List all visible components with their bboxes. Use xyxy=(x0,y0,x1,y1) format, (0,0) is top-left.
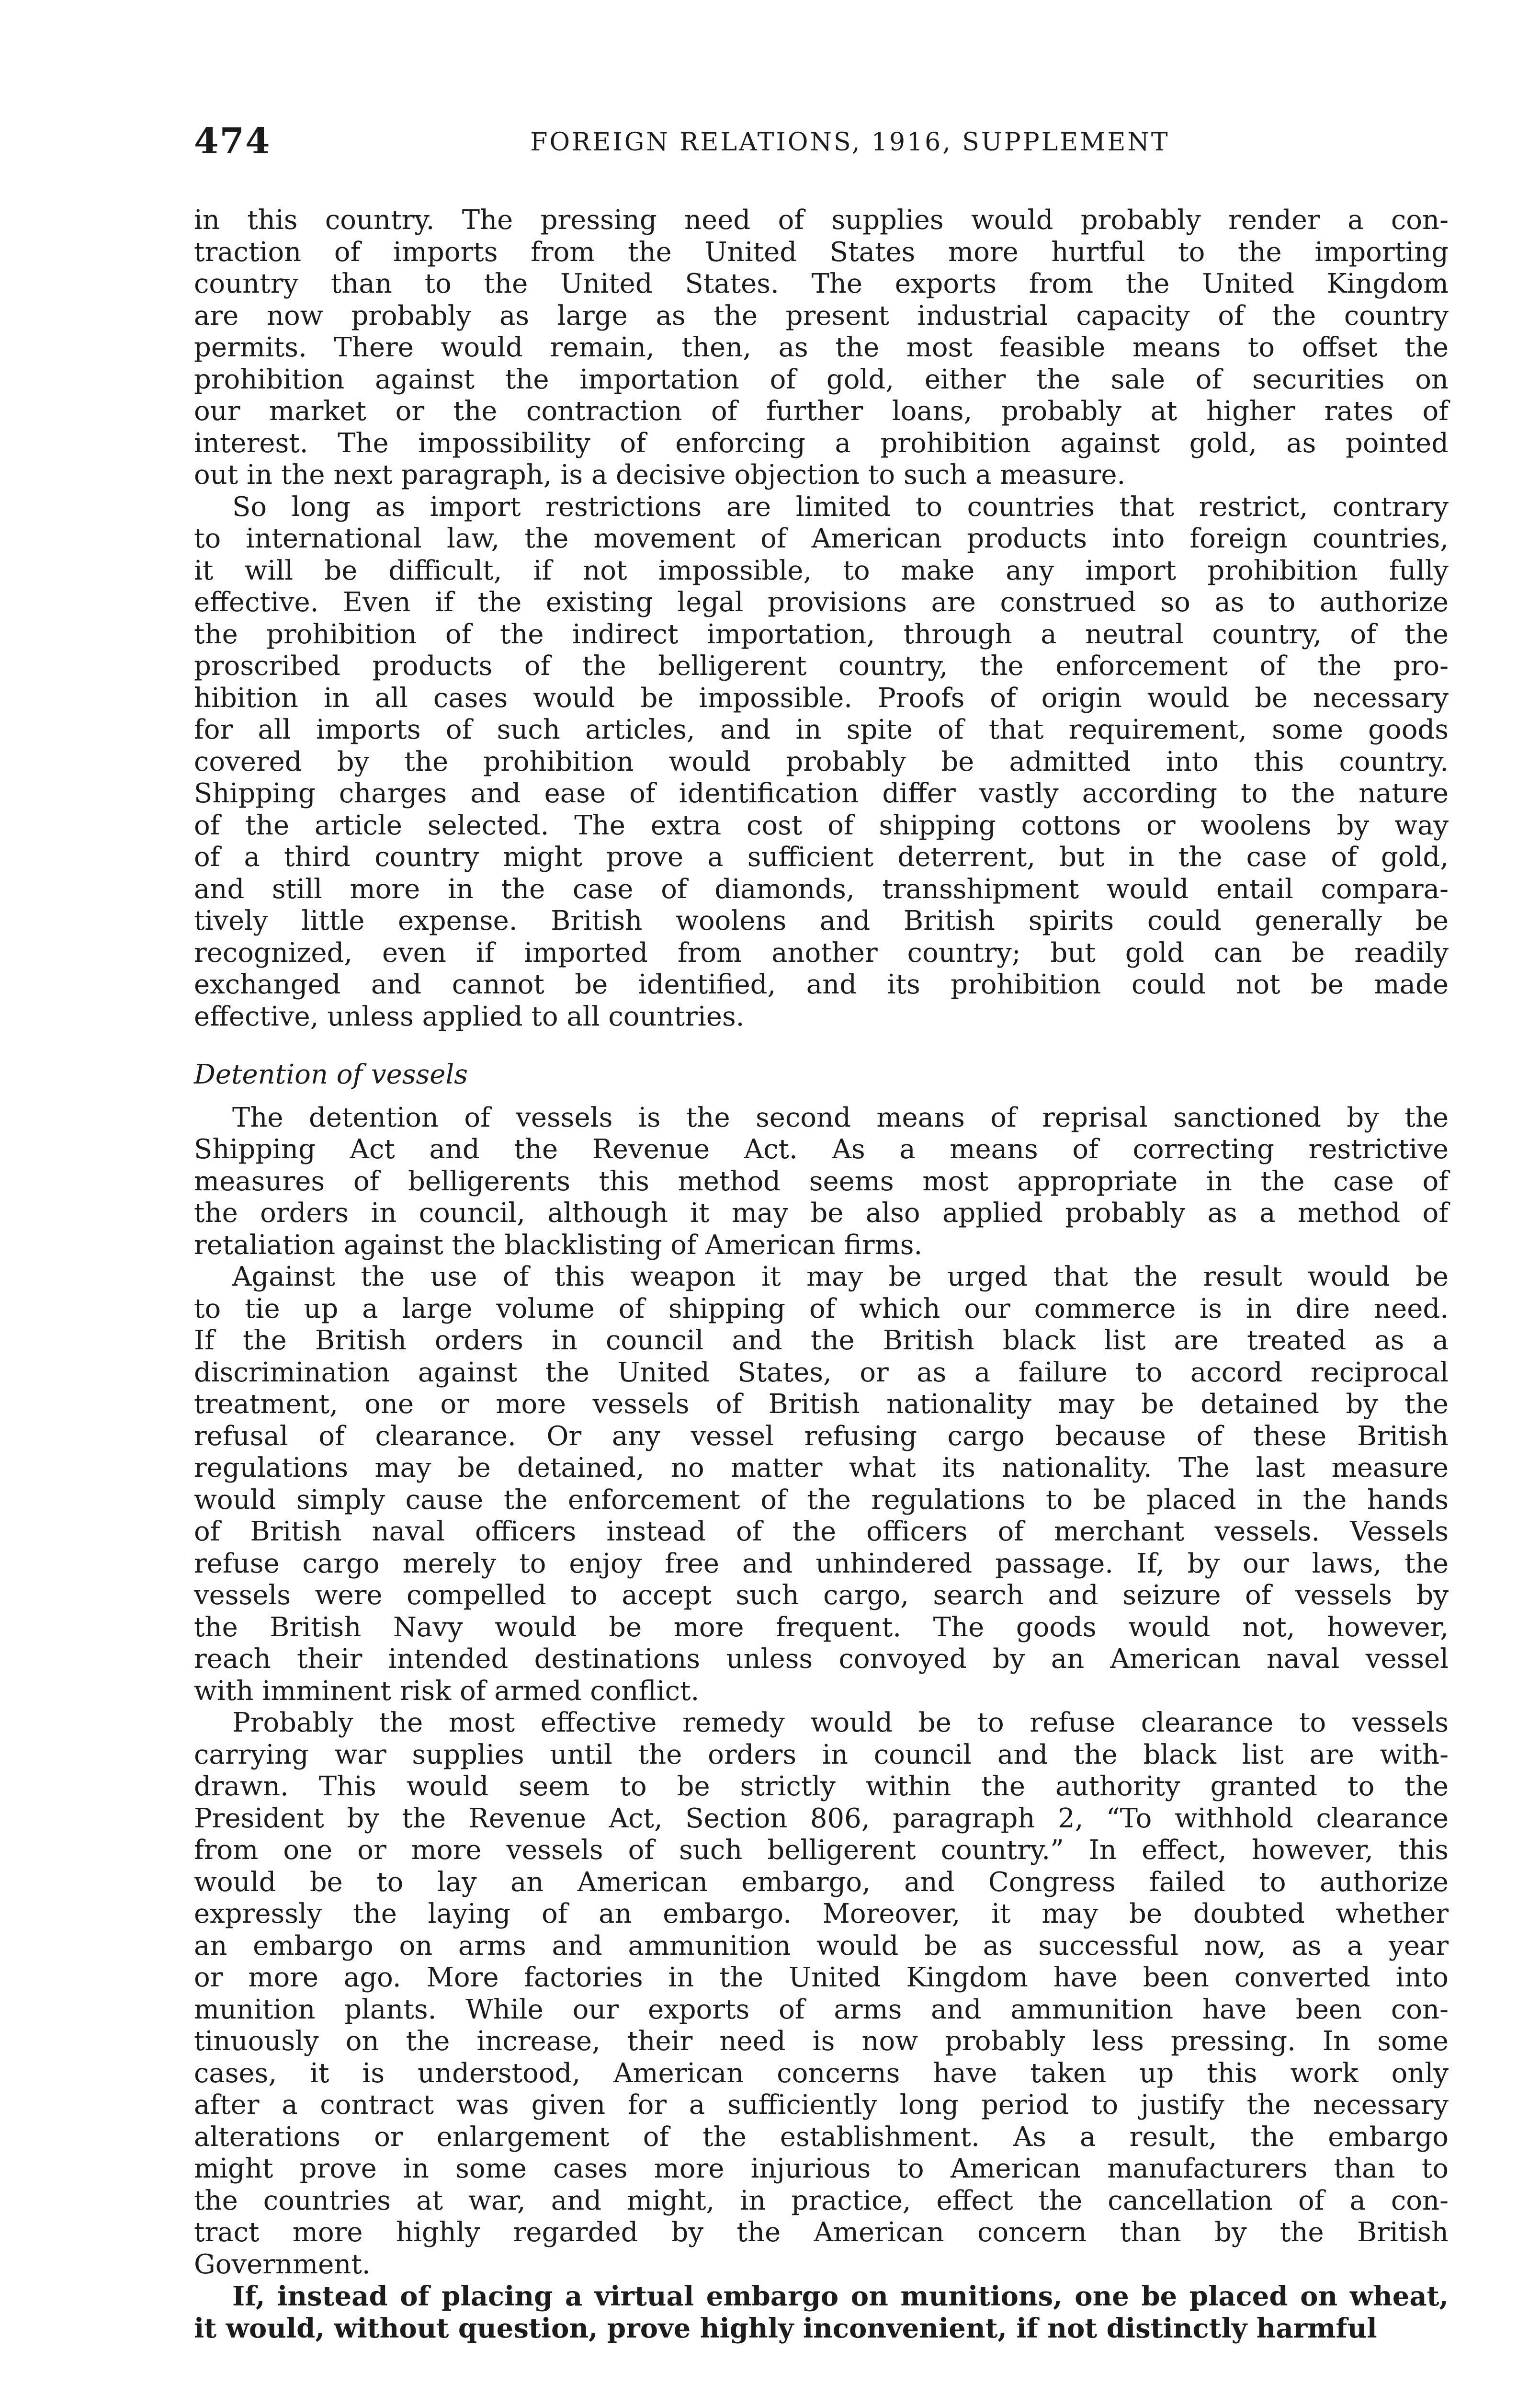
text-line: tract more highly regarded by the American concern than by the British xyxy=(194,2217,1449,2248)
text-line: hibition in all cases would be impossible. Proofs of origin would be necessary xyxy=(194,682,1449,714)
text-line: country than to the United States. The exports from the United Kingdom xyxy=(194,268,1449,299)
text-line: So long as import restrictions are limited to countries that restrict, contrary xyxy=(232,491,1449,523)
text-line: recognized, even if imported from another country; but gold can be readily xyxy=(194,937,1449,969)
text-line: Shipping charges and ease of identification differ vastly according to the nature xyxy=(194,778,1449,809)
text-line: vessels were compelled to accept such cargo, search and seizure of vessels by xyxy=(194,1580,1449,1611)
text-line: or more ago. More factories in the United Kingdom have been converted into xyxy=(194,1962,1449,1993)
text-line: exchanged and cannot be identified, and its prohibition could not be made xyxy=(194,969,1449,1000)
text-line: of British naval officers instead of the officers of merchant vessels. Vessels xyxy=(194,1516,1449,1547)
text-line: for all imports of such articles, and in spite of that requirement, some goods xyxy=(194,714,1449,745)
text-line: are now probably as large as the present industrial capacity of the country xyxy=(194,300,1449,331)
text-line: to tie up a large volume of shipping of which our commerce is in dire need. xyxy=(194,1293,1449,1324)
text-block-after-heading xyxy=(194,1102,1449,2345)
text-line: of the article selected. The extra cost of shipping cottons or woolens by way xyxy=(194,810,1449,841)
text-line: drawn. This would seem to be strictly within the authority granted to the xyxy=(194,1771,1449,1802)
section-heading: Detention of vessels xyxy=(194,1059,468,1090)
text-line: traction of imports from the United States more hurtful to the importing xyxy=(194,236,1449,268)
text-line: with imminent risk of armed conflict. xyxy=(194,1675,700,1707)
text-line: The detention of vessels is the second means of reprisal sanctioned by the xyxy=(232,1102,1449,1133)
text-line: tively little expense. British woolens and British spirits could generally be xyxy=(194,905,1449,936)
text-line: retaliation against the blacklisting of American firms. xyxy=(194,1229,923,1261)
text-line: cases, it is understood, American concerns have taken up this work only xyxy=(194,2057,1449,2089)
paragraph xyxy=(194,1102,1449,1262)
text-line: the British Navy would be more frequent. The goods would not, however, xyxy=(194,1611,1449,1643)
page-number: 474 xyxy=(194,121,271,162)
text-line: discrimination against the United States, or as a failure to accord reciprocal xyxy=(194,1357,1449,1388)
text-line: Against the use of this weapon it may be urged that the result would be xyxy=(232,1261,1449,1292)
text-line: an embargo on arms and ammunition would be as successful now, as a year xyxy=(194,1930,1449,1962)
text-line: refusal of clearance. Or any vessel refusing cargo because of these British xyxy=(194,1420,1449,1452)
paragraph xyxy=(194,1707,1449,2281)
text-line: measures of belligerents this method seems most appropriate in the case of xyxy=(194,1165,1449,1197)
text-line: the countries at war, and might, in practice, effect the cancellation of a con- xyxy=(194,2185,1449,2216)
text-line: carrying war supplies until the orders in council and the black list are with- xyxy=(194,1739,1449,1770)
text-line: If the British orders in council and the British black list are treated as a xyxy=(194,1325,1449,1356)
body-text xyxy=(194,205,1449,2344)
paragraph xyxy=(194,1261,1449,1707)
text-line: it would, without question, prove highly inconvenient, if not distinctly harmful xyxy=(194,2312,1377,2344)
text-line: interest. The impossibility of enforcing a prohibition against gold, as pointed xyxy=(194,427,1449,459)
text-line: in this country. The pressing need of supplies would probably render a con- xyxy=(194,205,1449,236)
text-line: permits. There would remain, then, as the most feasible means to offset the xyxy=(194,332,1449,363)
text-line: prohibition against the importation of gold, either the sale of securities on xyxy=(194,364,1449,395)
paragraph xyxy=(194,205,1449,491)
text-line: regulations may be detained, no matter what its nationality. The last measure xyxy=(194,1452,1449,1483)
text-line: treatment, one or more vessels of British nationality may be detained by the xyxy=(194,1389,1449,1420)
paragraph xyxy=(194,2281,1449,2344)
text-line: might prove in some cases more injurious to American manufacturers than to xyxy=(194,2153,1449,2184)
paragraph xyxy=(194,491,1449,1033)
text-line: covered by the prohibition would probably be admitted into this country. xyxy=(194,746,1449,777)
running-title: FOREIGN RELATIONS, 1916, SUPPLEMENT xyxy=(530,128,1170,157)
text-block-before-heading xyxy=(194,205,1449,1033)
text-line: and still more in the case of diamonds, transshipment would entail compara- xyxy=(194,873,1449,905)
text-line: Probably the most effective remedy would be to refuse clearance to vessels xyxy=(232,1707,1449,1738)
text-line: tinuously on the increase, their need is now probably less pressing. In some xyxy=(194,2026,1449,2057)
text-line: it will be difficult, if not impossible, to make any import prohibition fully xyxy=(194,555,1449,586)
text-line: after a contract was given for a sufficiently long period to justify the necessary xyxy=(194,2089,1449,2121)
text-line: out in the next paragraph, is a decisive objection to such a measure. xyxy=(194,459,1126,490)
text-line: reach their intended destinations unless convoyed by an American naval vessel xyxy=(194,1643,1449,1675)
text-line: effective. Even if the existing legal provisions are construed so as to authorize xyxy=(194,587,1449,618)
text-line: of a third country might prove a sufficient deterrent, but in the case of gold, xyxy=(194,842,1449,873)
text-line: would simply cause the enforcement of the regulations to be placed in the hands xyxy=(194,1484,1449,1516)
text-line: effective, unless applied to all countries. xyxy=(194,1001,745,1032)
text-line: alterations or enlargement of the establishment. As a result, the embargo xyxy=(194,2121,1449,2153)
text-line: the orders in council, although it may be also applied probably as a method of xyxy=(194,1198,1449,1229)
text-line: from one or more vessels of such belligerent country.” In effect, however, this xyxy=(194,1835,1449,1866)
text-line: the prohibition of the indirect importation, through a neutral country, of the xyxy=(194,618,1449,650)
text-line: proscribed products of the belligerent country, the enforcement of the pro- xyxy=(194,650,1449,682)
text-line: would be to lay an American embargo, and Congress failed to authorize xyxy=(194,1866,1449,1898)
running-head xyxy=(194,122,1449,160)
text-line: expressly the laying of an embargo. Moreover, it may be doubted whether xyxy=(194,1898,1449,1929)
text-line: Government. xyxy=(194,2248,371,2280)
text-line: our market or the contraction of further loans, probably at higher rates of xyxy=(194,396,1449,427)
text-line: refuse cargo merely to enjoy free and unhindered passage. If, by our laws, the xyxy=(194,1548,1449,1579)
text-line: President by the Revenue Act, Section 806, paragraph 2, “To withhold clearance xyxy=(194,1802,1449,1834)
text-line: Shipping Act and the Revenue Act. As a means of correcting restrictive xyxy=(194,1134,1449,1165)
text-line: to international law, the movement of American products into foreign countries, xyxy=(194,523,1449,554)
text-line: munition plants. While our exports of arms and ammunition have been con- xyxy=(194,1994,1449,2025)
text-line: If, instead of placing a virtual embargo on munitions, one be placed on wheat, xyxy=(232,2281,1449,2312)
